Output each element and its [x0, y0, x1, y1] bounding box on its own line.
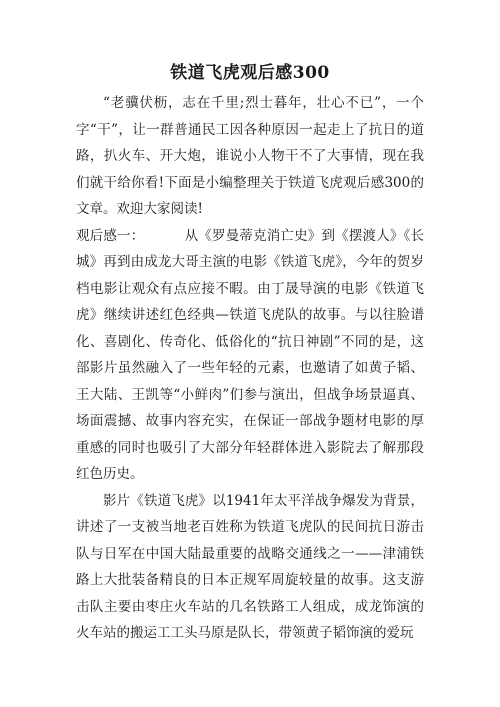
section1-paragraph: [76, 223, 424, 488]
intro-paragraph: “老骥伏枥，志在千里;烈士暮年，壮心不已”，一个字“干”，让一群普通民工因各种原因一起走上了抗日的道路，扒火车、开大炮，谁说小人物干不了大事情，现在我们就干给你看!下面是小编整理关于铁道飞虎观后感300的文章。欢迎大家阅读!: [76, 95, 424, 217]
section1-label: 观后感一：: [76, 227, 145, 244]
paragraph-3: 影片《铁道飞虎》以1941年太平洋战争爆发为背景，讲述了一支被当地老百姓称为铁道飞虎队的民间抗日游击队与日军在中国大陆最重要的战略交通线之一——津浦铁路上大批装备精良的日本正规军周旋较量的故事。这支游击队主要由枣庄火车站的几名铁路工人组成，成龙饰演的火车站的搬运工工头马原是队长，带领黄子韬饰演的爱玩: [76, 492, 424, 641]
document-title: 铁道飞虎观后感300: [170, 63, 330, 83]
section1-text: 从《罗曼蒂克消亡史》到《摆渡人》《长城》再到由成龙大哥主演的电影《铁道飞虎》，今年的贺岁档电影让观众有点应接不暇。由丁晟导演的电影《铁道飞虎》继续讲述红色经典—铁道飞虎队的故事。与以往脸谱化、喜剧化、传奇化、低俗化的“抗日神剧”不同的是，这部影片虽然融入了一些年轻的元素，也邀请了如黄子韬、王大陆、王凯等“小鲜肉”们参与演出，但战争场景逼真、场面震撼、故事内容充实，在保证一部战争题材电影的厚重感的同时也吸引了大部分年轻群体进入影院去了解那段红色历史。: [76, 227, 425, 482]
